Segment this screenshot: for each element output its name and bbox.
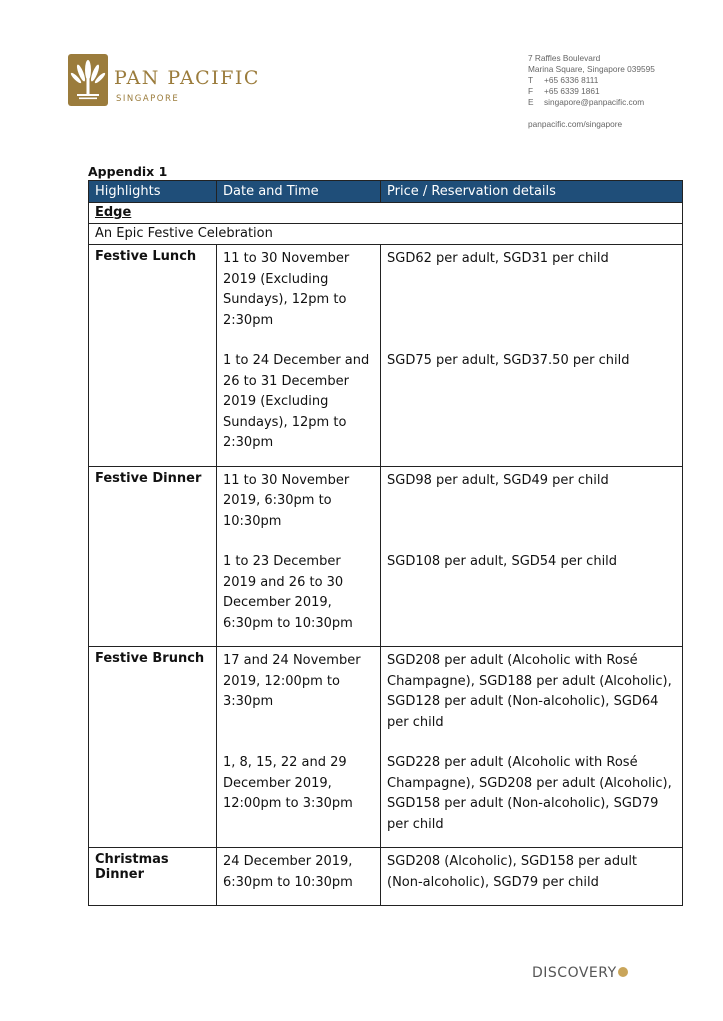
discovery-logo-text: DISCOVERY xyxy=(532,965,617,981)
table-row xyxy=(89,466,683,647)
date-entry: 1, 8, 15, 22 and 29 December 2019, 12:00pm to 3:30pm xyxy=(223,755,353,811)
section-title: Edge xyxy=(95,205,132,220)
column-header-price: Price / Reservation details xyxy=(381,181,683,203)
discovery-dot-icon xyxy=(618,967,628,977)
date-cell xyxy=(217,245,381,467)
date-entry: 11 to 30 November 2019 (Excluding Sundays), 12pm to 2:30pm xyxy=(223,251,350,328)
fax-number: +65 6339 1861 xyxy=(544,86,600,96)
section-subtitle: An Epic Festive Celebration xyxy=(89,224,683,245)
price-entry: SGD208 per adult (Alcoholic with Rosé Champagne), SGD188 per adult (Alcoholic), SGD128 per adult (Non-alcoholic), SGD64 per child xyxy=(387,653,672,730)
discovery-logo xyxy=(532,965,628,981)
price-cell xyxy=(381,466,683,647)
brand-subtitle: SINGAPORE xyxy=(116,94,180,104)
price-entry: SGD75 per adult, SGD37.50 per child xyxy=(387,353,630,368)
highlight-cell: Christmas Dinner xyxy=(89,848,217,906)
phone-line xyxy=(528,75,655,86)
date-cell xyxy=(217,647,381,848)
email-label: E xyxy=(528,97,534,107)
fax-line xyxy=(528,86,655,97)
highlight-cell: Festive Dinner xyxy=(89,466,217,647)
date-entry: 17 and 24 November 2019, 12:00pm to 3:30pm xyxy=(223,653,361,709)
email-address[interactable]: singapore@panpacific.com xyxy=(544,97,645,107)
price-cell xyxy=(381,245,683,467)
highlight-cell: Festive Brunch xyxy=(89,647,217,848)
column-header-highlights: Highlights xyxy=(89,181,217,203)
section-title-row xyxy=(89,203,683,224)
price-entry: SGD208 (Alcoholic), SGD158 per adult (Non-alcoholic), SGD79 per child xyxy=(387,854,638,890)
appendix-title: Appendix 1 xyxy=(88,164,168,179)
address-line-1: 7 Raffles Boulevard xyxy=(528,53,601,63)
section-subtitle-row xyxy=(89,224,683,245)
price-entry: SGD108 per adult, SGD54 per child xyxy=(387,554,618,569)
date-entry: 1 to 24 December and 26 to 31 December 2019 (Excluding Sundays), 12pm to 2:30pm xyxy=(223,353,370,450)
price-entry: SGD228 per adult (Alcoholic with Rosé Champagne), SGD208 per adult (Alcoholic), SGD158 per adult (Non-alcoholic), SGD79 per child xyxy=(387,755,672,832)
highlight-cell: Festive Lunch xyxy=(89,245,217,467)
table-row xyxy=(89,848,683,906)
fax-label: F xyxy=(528,86,534,96)
date-entry: 11 to 30 November 2019, 6:30pm to 10:30pm xyxy=(223,472,350,529)
brand-name: PAN PACIFIC xyxy=(114,67,260,89)
table-row xyxy=(89,647,683,848)
festive-pricing-table xyxy=(88,180,683,906)
phone-number: +65 6336 8111 xyxy=(544,75,599,85)
table-row xyxy=(89,245,683,467)
date-entry: 24 December 2019, 6:30pm to 10:30pm xyxy=(223,854,353,890)
date-cell xyxy=(217,848,381,906)
phone-label: T xyxy=(528,75,534,85)
price-entry: SGD98 per adult, SGD49 per child xyxy=(387,472,609,488)
hotel-address-block xyxy=(528,53,655,108)
price-cell xyxy=(381,848,683,906)
date-cell xyxy=(217,466,381,647)
table-header-row xyxy=(89,181,683,203)
website-link[interactable]: panpacific.com/singapore xyxy=(528,119,623,129)
column-header-date-time: Date and Time xyxy=(217,181,381,203)
email-line xyxy=(528,97,655,108)
date-entry: 1 to 23 December 2019 and 26 to 30 December 2019, 6:30pm to 10:30pm xyxy=(223,554,353,631)
price-cell xyxy=(381,647,683,848)
pan-pacific-logo xyxy=(68,54,108,106)
address-line-2: Marina Square, Singapore 039595 xyxy=(528,64,655,74)
price-entry: SGD62 per adult, SGD31 per child xyxy=(387,251,609,266)
